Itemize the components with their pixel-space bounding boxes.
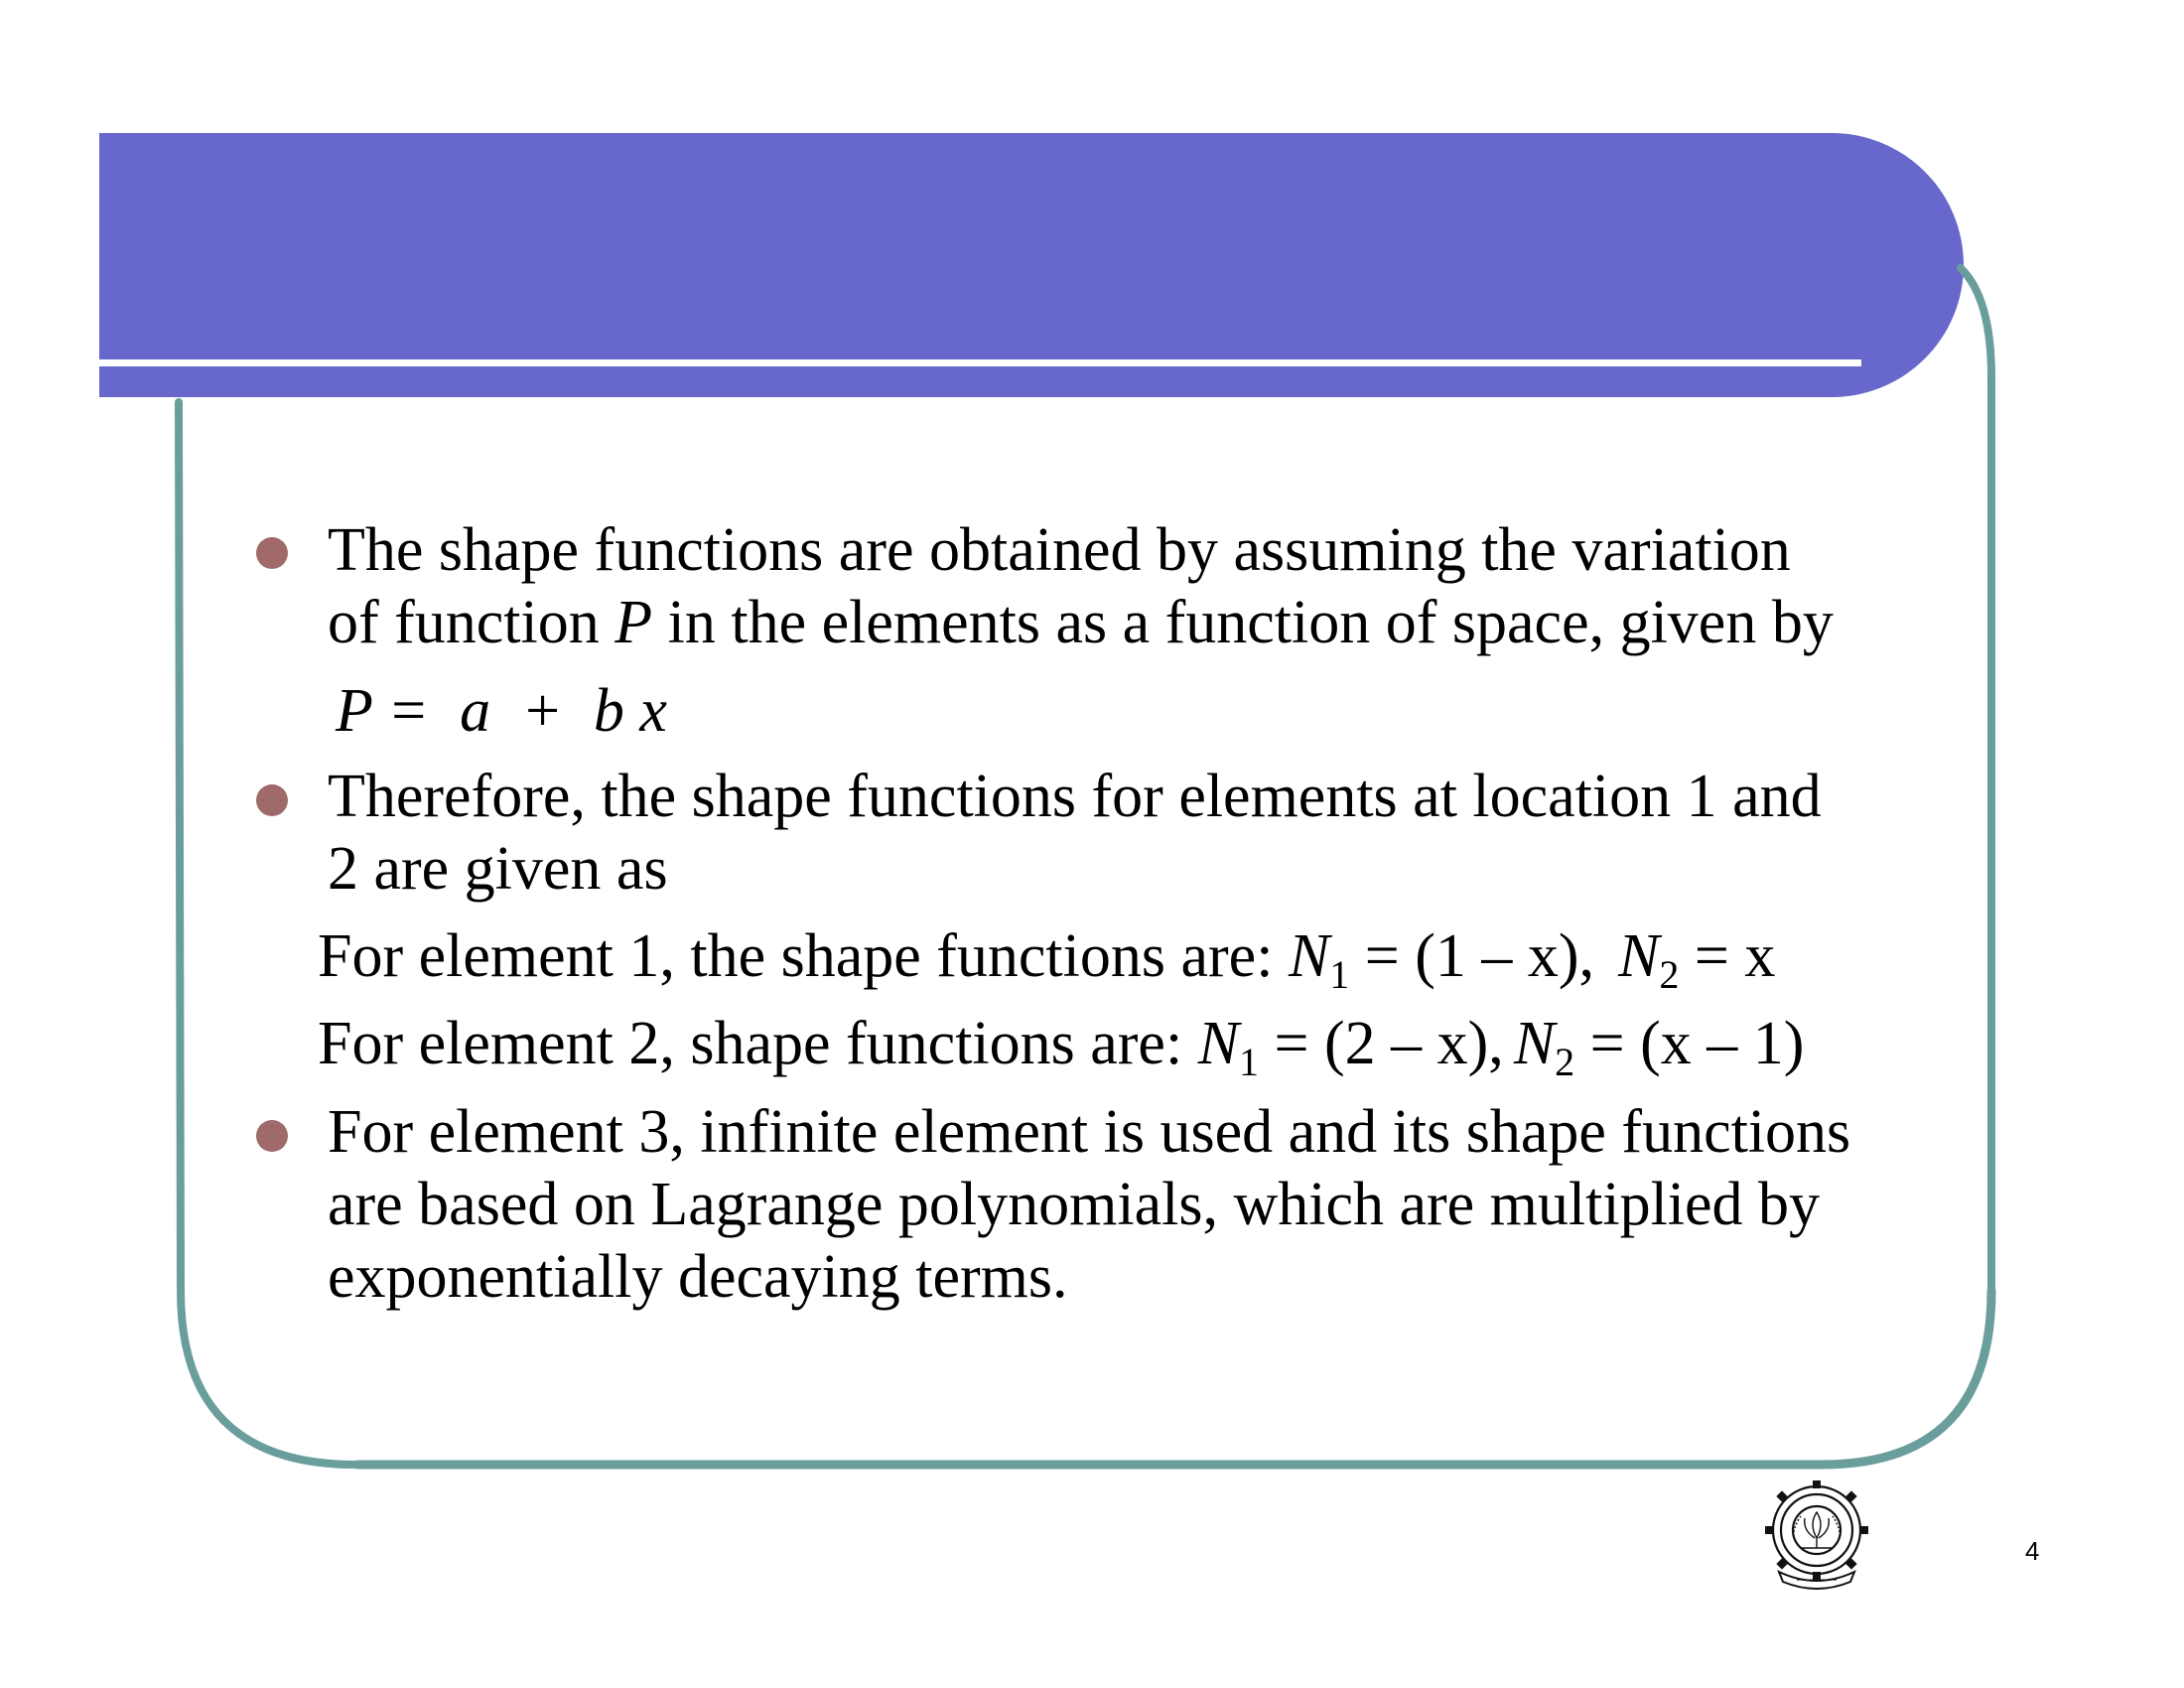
element-2-label: For element 2, shape functions are: <box>318 1010 1183 1077</box>
bullet-1-text <box>328 514 1834 659</box>
bullet-2-line-2: 2 are given as <box>328 835 668 903</box>
element-2-n2-expr: = (x – 1) <box>1574 1010 1805 1077</box>
element-2-shape-functions <box>318 1008 1805 1084</box>
element-1-label: For element 1, the shape functions are: <box>318 922 1274 990</box>
element-1-n1-sub: 1 <box>1329 952 1350 997</box>
page-number: 4 <box>2025 1536 2040 1566</box>
bullet-1-line-2: of function P in the elements as a function of space, given by <box>328 589 1834 656</box>
bullet-3-line-2: are based on Lagrange polynomials, which are multiplied by <box>328 1171 1821 1238</box>
element-2-n2-sub: 2 <box>1555 1040 1575 1084</box>
element-2-n2: N <box>1513 1010 1556 1077</box>
element-2-n1-sub: 1 <box>1239 1040 1260 1084</box>
bullet-icon <box>256 784 288 816</box>
element-1-shape-functions <box>318 920 1776 997</box>
element-1-n2-sub: 2 <box>1659 952 1680 997</box>
bullet-3-line-1: For element 3, infinite element is used and its shape functions <box>328 1098 1851 1166</box>
element-2-n1-expr: = (2 – x), <box>1259 1010 1504 1077</box>
element-1-n2-expr: = x <box>1679 922 1776 990</box>
element-1-n2: N <box>1618 922 1660 990</box>
equation-p <box>336 675 667 748</box>
bullet-2-line-1: Therefore, the shape functions for elements at location 1 and <box>328 763 1822 830</box>
element-1-n1-expr: = (1 – x), <box>1349 922 1595 990</box>
bullet-1-line-1: The shape functions are obtained by assuming the variation <box>328 516 1791 584</box>
bullet-icon <box>256 1120 288 1152</box>
element-1-n1: N <box>1288 922 1330 990</box>
equation-p-text: P = a + b x <box>336 677 667 745</box>
bullet-3-line-3: exponentially decaying terms. <box>328 1243 1068 1311</box>
institute-seal-icon <box>1757 1477 1876 1592</box>
bullet-3-text <box>328 1096 1850 1314</box>
element-2-n1: N <box>1197 1010 1240 1077</box>
bullet-2-text <box>328 761 1822 906</box>
bullet-icon <box>256 537 288 569</box>
